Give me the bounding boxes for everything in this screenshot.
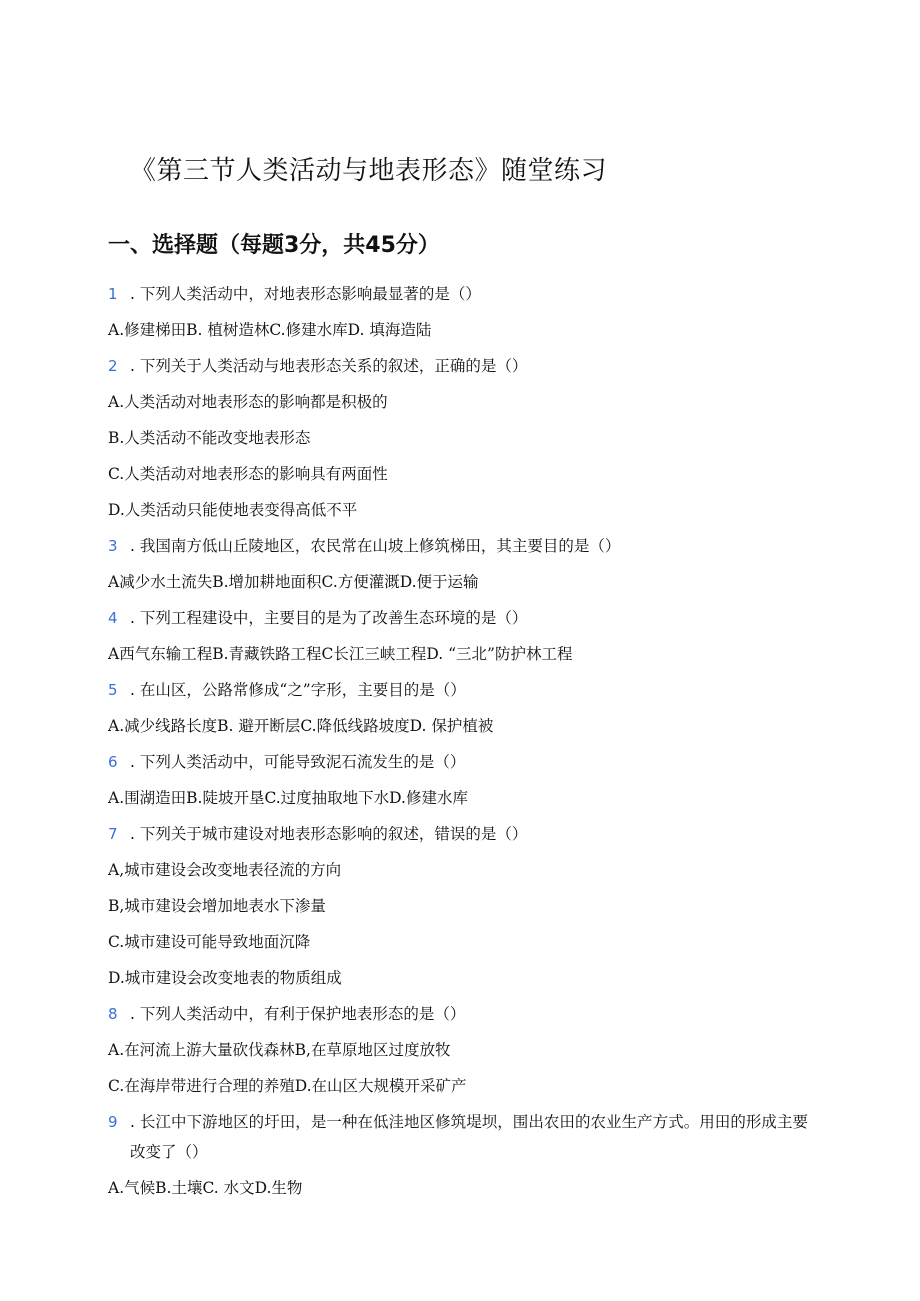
question-2-option-d: D.人类活动只能使地表变得高低不平: [108, 501, 358, 519]
question-stem: . 长江中下游地区的圩田，是一种在低洼地区修筑堤坝，围出农田的农业生产方式。用田的形成主要改变了（）: [130, 1113, 808, 1161]
question-7-option-a: A,城市建设会改变地表径流的方向: [108, 861, 342, 879]
question-7-option-c: C.城市建设可能导致地面沉降: [108, 933, 311, 951]
question-5: [108, 672, 808, 708]
question-stem: . 下列人类活动中，有利于保护地表形态的是（）: [130, 1005, 466, 1023]
question-2: [108, 348, 808, 384]
question-5-options: A.减少线路长度B. 避开断层C.降低线路坡度D. 保护植被: [108, 717, 494, 735]
question-stem: . 下列人类活动中，可能导致泥石流发生的是（）: [130, 753, 466, 771]
document-title: 《第三节人类活动与地表形态》随堂练习: [130, 156, 608, 186]
question-1: [108, 276, 808, 312]
question-8: [108, 996, 808, 1032]
question-8-options-ab: A.在河流上游大量砍伐森林B,在草原地区过度放牧: [108, 1041, 451, 1059]
question-8-options-cd: C.在海岸带进行合理的养殖D.在山区大规模开采矿产: [108, 1077, 467, 1095]
question-2-option-b: B.人类活动不能改变地表形态: [108, 429, 311, 447]
question-number: 6: [108, 753, 118, 771]
question-3: [108, 528, 808, 564]
question-3-options: A减少水土流失B.增加耕地面积C.方便灌溉D.便于运输: [108, 573, 479, 591]
section-heading: 一、选择题（每题3分，共45分）: [108, 233, 440, 258]
question-number: 4: [108, 609, 118, 627]
question-number: 8: [108, 1005, 118, 1023]
question-stem: . 下列人类活动中，对地表形态影响最显著的是（）: [130, 285, 481, 303]
question-7-option-d: D.城市建设会改变地表的物质组成: [108, 969, 342, 987]
question-2-option-c: C.人类活动对地表形态的影响具有两面性: [108, 465, 388, 483]
question-2-option-a: A.人类活动对地表形态的影响都是积极的: [108, 393, 388, 411]
question-stem: . 下列关于人类活动与地表形态关系的叙述，正确的是（）: [130, 357, 528, 375]
question-1-options: A.修建梯田B. 植树造林C.修建水库D. 填海造陆: [108, 321, 432, 339]
question-6-options: A.围湖造田B.陡坡开垦C.过度抽取地下水D.修建水库: [108, 789, 468, 807]
question-number: 2: [108, 357, 118, 375]
question-number: 1: [108, 285, 118, 303]
question-stem: . 下列工程建设中，主要目的是为了改善生态环境的是（）: [130, 609, 528, 627]
question-stem: . 在山区，公路常修成“之”字形，主要目的是（）: [130, 681, 466, 699]
question-4-options: A西气东输工程B.青藏铁路工程C长江三峡工程D. “三北”防护林工程: [108, 645, 573, 663]
question-6: [108, 744, 808, 780]
question-9: [108, 1104, 808, 1170]
question-stem: . 下列关于城市建设对地表形态影响的叙述，错误的是（）: [130, 825, 528, 843]
question-number: 9: [108, 1113, 118, 1131]
question-7-option-b: B,城市建设会增加地表水下渗量: [108, 897, 326, 915]
question-4: [108, 600, 808, 636]
question-list: [108, 276, 808, 1206]
question-number: 7: [108, 825, 118, 843]
question-number: 5: [108, 681, 118, 699]
question-7: [108, 816, 808, 852]
question-stem: . 我国南方低山丘陵地区，农民常在山坡上修筑梯田，其主要目的是（）: [130, 537, 621, 555]
question-number: 3: [108, 537, 118, 555]
question-9-options: A.气候B.土壤C. 水文D.生物: [108, 1179, 303, 1197]
